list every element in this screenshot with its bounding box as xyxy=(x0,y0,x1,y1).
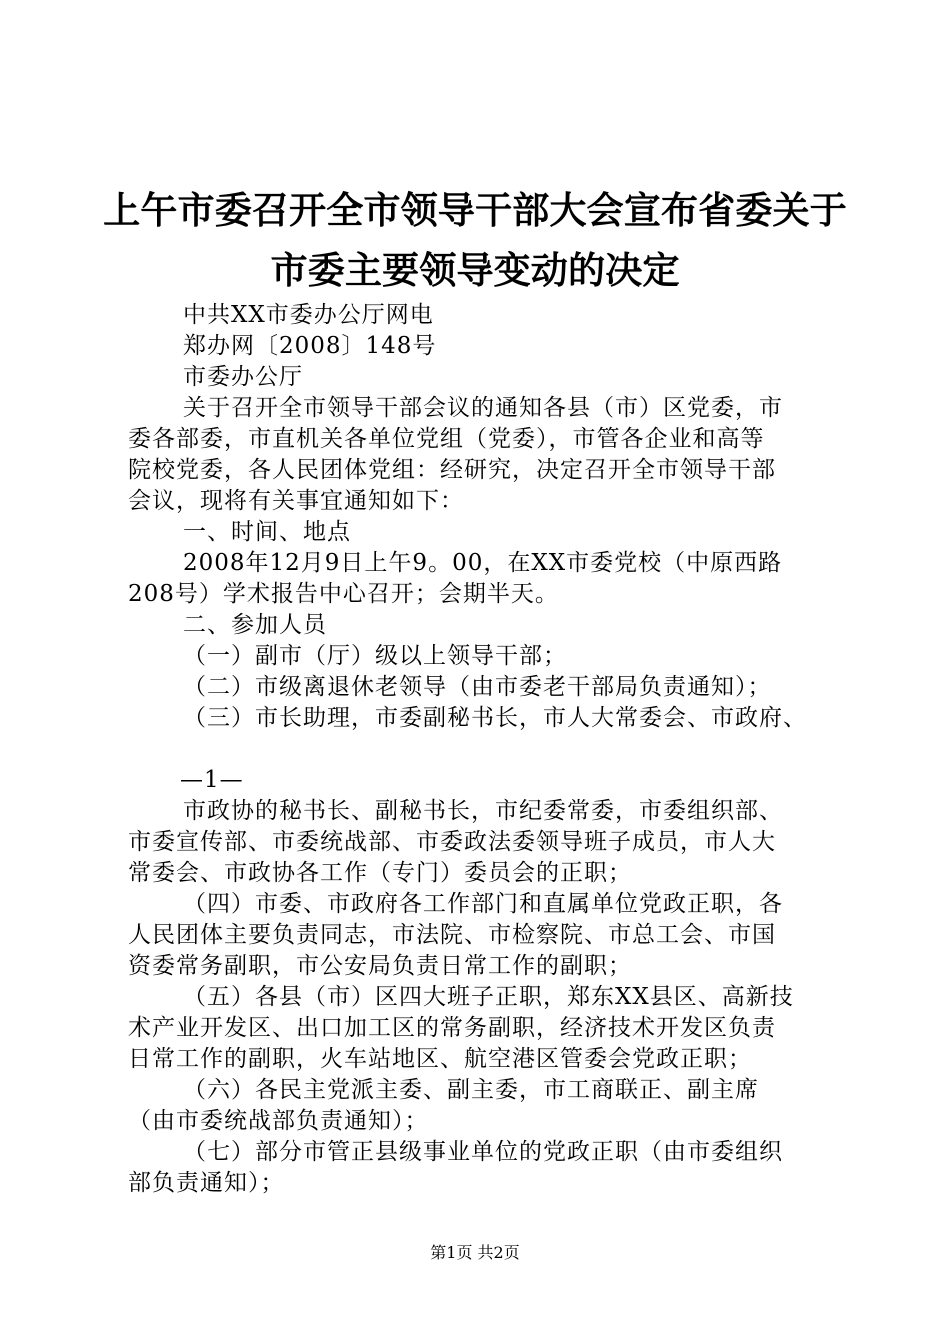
section-heading-participants: 二、参加人员 xyxy=(183,612,327,638)
body-paragraph-line: 市政协的秘书长、副秘书长，市纪委常委，市委组织部、 xyxy=(183,798,783,824)
list-item: （六）各民主党派主委、副主委，市工商联正、副主席 xyxy=(183,1077,759,1103)
list-item: （三）市长助理，市委副秘书长，市人大常委会、市政府、 xyxy=(183,705,807,731)
body-paragraph-line: 日常工作的副职，火车站地区、航空港区管委会党政正职； xyxy=(128,1046,752,1072)
list-item: （七）部分市管正县级事业单位的党政正职（由市委组织 xyxy=(183,1139,783,1165)
section-heading-time-place: 一、时间、地点 xyxy=(183,519,351,545)
page-footer: 第1页 共2页 xyxy=(430,1243,520,1262)
body-paragraph-line: 术产业开发区、出口加工区的常务副职，经济技术开发区负责 xyxy=(128,1015,776,1041)
body-paragraph-line: 市委宣传部、市委统战部、市委政法委领导班子成员，市人大 xyxy=(128,829,776,855)
body-paragraph-line: 208号）学术报告中心召开；会期半天。 xyxy=(128,581,559,607)
body-paragraph-line: （由市委统战部负责通知）； xyxy=(128,1108,429,1134)
list-item: （一）副市（厅）级以上领导干部； xyxy=(183,643,567,669)
body-paragraph-line: 部负责通知）； xyxy=(128,1170,285,1196)
body-paragraph-line: 2008年12月9日上午9。00，在XX市委党校（中原西路 xyxy=(183,550,783,576)
body-paragraph-line: 院校党委，各人民团体党组：经研究，决定召开全市领导干部 xyxy=(128,457,776,483)
page-number-mark: —1— xyxy=(180,767,244,793)
body-paragraph-line: 委各部委，市直机关各单位党组（党委），市管各企业和高等 xyxy=(128,426,765,452)
body-paragraph-line: 人民团体主要负责同志，市法院、市检察院、市总工会、市国 xyxy=(128,922,776,948)
body-paragraph-line: 会议，现将有关事宜通知如下： xyxy=(128,488,464,514)
document-title-line-2: 市委主要领导变动的决定 xyxy=(270,248,680,292)
body-paragraph-line: 资委常务副职，市公安局负责日常工作的副职； xyxy=(128,953,632,979)
list-item: （四）市委、市政府各工作部门和直属单位党政正职，各 xyxy=(183,891,783,917)
issuer-line: 中共XX市委办公厅网电 xyxy=(183,302,434,328)
list-item: （二）市级离退休老领导（由市委老干部局负责通知）； xyxy=(183,674,772,700)
list-item: （五）各县（市）区四大班子正职，郑东XX县区、高新技 xyxy=(183,984,794,1010)
office-line: 市委办公厅 xyxy=(183,364,303,390)
document-title-line-1: 上午市委召开全市领导干部大会宣布省委关于 xyxy=(103,188,847,232)
body-paragraph-line: 常委会、市政协各工作（专门）委员会的正职； xyxy=(128,860,632,886)
document-number-line: 郑办网〔2008〕148号 xyxy=(183,333,437,359)
body-paragraph-line: 关于召开全市领导干部会议的通知各县（市）区党委，市 xyxy=(183,395,783,421)
